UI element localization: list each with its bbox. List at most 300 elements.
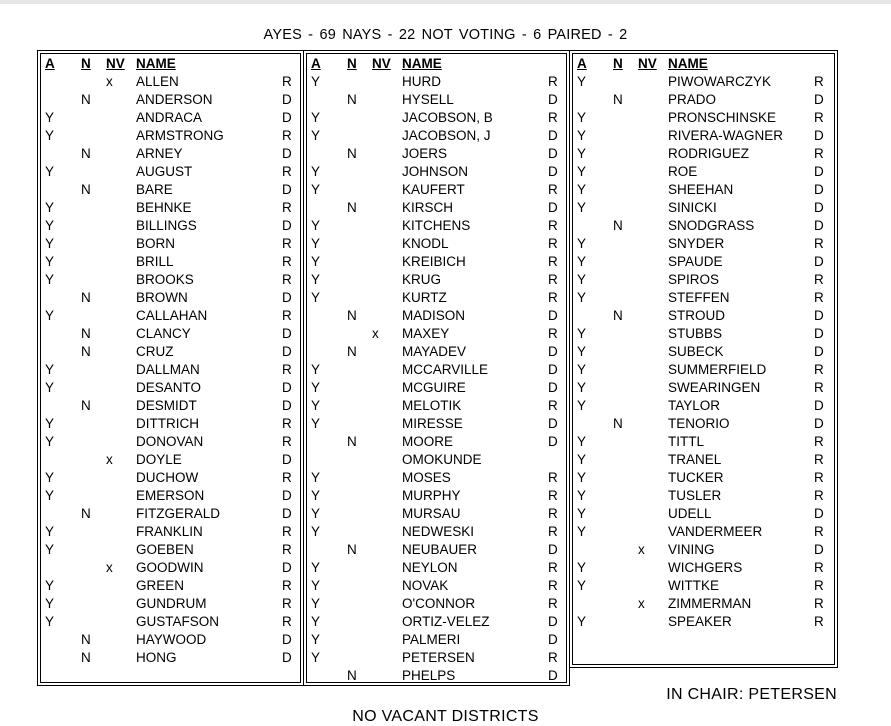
member-row (570, 343, 837, 361)
member-row (304, 217, 569, 235)
member-row (38, 343, 303, 361)
party-label: R (548, 272, 558, 287)
member-row (304, 469, 569, 487)
aye-mark: Y (311, 362, 321, 377)
roll-call-column-2 (303, 50, 570, 686)
member-name: ALLEN (136, 74, 179, 89)
aye-mark: Y (577, 164, 587, 179)
nay-mark: N (347, 308, 357, 323)
party-label: D (282, 146, 292, 161)
party-label: D (548, 200, 558, 215)
header-name: NAME (668, 56, 708, 71)
party-label: D (548, 434, 558, 449)
aye-mark: Y (311, 578, 321, 593)
member-row (570, 271, 837, 289)
party-label: D (282, 326, 292, 341)
member-name: CALLAHAN (136, 308, 208, 323)
header-n: N (613, 56, 623, 71)
member-name: BRILL (136, 254, 174, 269)
member-name: MURSAU (402, 506, 461, 521)
party-label: D (548, 146, 558, 161)
aye-mark: Y (45, 470, 55, 485)
member-row (38, 253, 303, 271)
party-label: D (548, 668, 558, 683)
aye-mark: Y (45, 488, 55, 503)
member-name: ARMSTRONG (136, 128, 224, 143)
party-label: R (282, 74, 292, 89)
party-label: D (548, 164, 558, 179)
party-label: R (814, 146, 824, 161)
in-chair-label: IN CHAIR: PETERSEN (666, 686, 837, 703)
vacant-districts-note: NO VACANT DISTRICTS (352, 708, 539, 725)
aye-mark: Y (311, 236, 321, 251)
nay-mark: N (347, 200, 357, 215)
member-name: SPIROS (668, 272, 720, 287)
member-name: WITTKE (668, 578, 719, 593)
member-name: PIWOWARCZYK (668, 74, 771, 89)
nay-mark: N (613, 218, 623, 233)
aye-mark: Y (311, 398, 321, 413)
member-name: NEUBAUER (402, 542, 478, 557)
member-row (570, 415, 837, 433)
member-row (570, 577, 837, 595)
member-name: MELOTIK (402, 398, 462, 413)
member-row (570, 163, 837, 181)
member-name: BEHNKE (136, 200, 192, 215)
header-a: A (45, 56, 55, 71)
party-label: R (282, 596, 292, 611)
aye-mark: Y (311, 488, 321, 503)
member-row (38, 613, 303, 631)
member-row (38, 631, 303, 649)
party-label: R (814, 290, 824, 305)
member-name: MAYADEV (402, 344, 467, 359)
aye-mark: Y (311, 470, 321, 485)
member-row (304, 343, 569, 361)
member-name: MURPHY (402, 488, 461, 503)
member-name: CLANCY (136, 326, 191, 341)
party-label: R (548, 74, 558, 89)
member-row (304, 667, 569, 685)
party-label: R (282, 164, 292, 179)
member-name: NEYLON (402, 560, 458, 575)
member-row (38, 505, 303, 523)
aye-mark: Y (45, 434, 55, 449)
member-name: PHELPS (402, 668, 456, 683)
aye-mark: Y (577, 398, 587, 413)
member-name: PALMERI (402, 632, 461, 647)
member-row (38, 163, 303, 181)
member-name: GUSTAFSON (136, 614, 220, 629)
member-row (304, 487, 569, 505)
member-name: DESMIDT (136, 398, 197, 413)
member-row (38, 325, 303, 343)
member-row (38, 361, 303, 379)
member-name: TITTL (668, 434, 704, 449)
member-name: SINICKI (668, 200, 717, 215)
party-label: R (282, 434, 292, 449)
aye-mark: Y (577, 236, 587, 251)
member-row (38, 271, 303, 289)
member-row (304, 163, 569, 181)
party-label: R (548, 578, 558, 593)
member-name: NEDWESKI (402, 524, 475, 539)
member-row (304, 325, 569, 343)
party-label: R (814, 236, 824, 251)
member-row (304, 577, 569, 595)
aye-mark: Y (45, 416, 55, 431)
party-label: D (282, 650, 292, 665)
member-name: FRANKLIN (136, 524, 203, 539)
member-row (304, 523, 569, 541)
member-name: ANDERSON (136, 92, 213, 107)
member-name: JACOBSON, J (402, 128, 491, 143)
party-label: R (282, 614, 292, 629)
nay-mark: N (81, 290, 91, 305)
party-label: D (814, 506, 824, 521)
aye-mark: Y (45, 218, 55, 233)
nay-mark: N (81, 506, 91, 521)
member-row (570, 253, 837, 271)
aye-mark: Y (45, 578, 55, 593)
party-label: R (814, 470, 824, 485)
party-label: R (282, 200, 292, 215)
roll-call-column-1 (37, 50, 304, 686)
member-row (304, 595, 569, 613)
member-row (570, 559, 837, 577)
party-label: R (548, 398, 558, 413)
member-row (38, 199, 303, 217)
member-row (38, 559, 303, 577)
member-name: GREEN (136, 578, 185, 593)
party-label: R (548, 182, 558, 197)
party-label: D (282, 398, 292, 413)
member-name: MADISON (402, 308, 466, 323)
member-row (570, 541, 837, 559)
party-label: R (814, 74, 824, 89)
aye-mark: Y (577, 452, 587, 467)
member-name: KREIBICH (402, 254, 466, 269)
member-row (570, 397, 837, 415)
aye-mark: Y (577, 182, 587, 197)
party-label: D (814, 128, 824, 143)
party-label: R (548, 290, 558, 305)
member-name: BORN (136, 236, 176, 251)
aye-mark: Y (311, 272, 321, 287)
member-name: HAYWOOD (136, 632, 207, 647)
party-label: D (814, 164, 824, 179)
member-name: GUNDRUM (136, 596, 207, 611)
party-label: R (282, 254, 292, 269)
member-name: SPAUDE (668, 254, 723, 269)
member-row (304, 379, 569, 397)
member-name: SUBECK (668, 344, 724, 359)
member-row (570, 595, 837, 613)
aye-mark: Y (311, 128, 321, 143)
member-row (38, 109, 303, 127)
member-row (570, 145, 837, 163)
member-name: TUSLER (668, 488, 722, 503)
member-row (304, 415, 569, 433)
party-label: D (814, 542, 824, 557)
member-name: EMERSON (136, 488, 205, 503)
aye-mark: Y (311, 416, 321, 431)
aye-mark: Y (577, 110, 587, 125)
party-label: R (814, 110, 824, 125)
member-row (38, 397, 303, 415)
member-row (38, 217, 303, 235)
member-row (38, 469, 303, 487)
member-name: CRUZ (136, 344, 174, 359)
party-label: D (814, 416, 824, 431)
member-name: DUCHOW (136, 470, 199, 485)
party-label: D (548, 416, 558, 431)
header-name: NAME (136, 56, 176, 71)
party-label: D (814, 218, 824, 233)
member-row (38, 235, 303, 253)
aye-mark: Y (577, 146, 587, 161)
aye-mark: Y (577, 74, 587, 89)
aye-mark: Y (577, 128, 587, 143)
member-name: MOSES (402, 470, 451, 485)
member-name: ARNEY (136, 146, 183, 161)
aye-mark: Y (45, 128, 55, 143)
member-name: UDELL (668, 506, 712, 521)
member-row (38, 577, 303, 595)
aye-mark: Y (577, 578, 587, 593)
member-name: VINING (668, 542, 715, 557)
aye-mark: Y (311, 614, 321, 629)
member-name: KURTZ (402, 290, 447, 305)
member-row (570, 613, 837, 631)
member-row (570, 181, 837, 199)
member-name: KIRSCH (402, 200, 454, 215)
member-row (570, 91, 837, 109)
aye-mark: Y (577, 470, 587, 485)
party-label: D (282, 290, 292, 305)
member-row (570, 109, 837, 127)
party-label: D (282, 218, 292, 233)
party-label: D (548, 632, 558, 647)
header-a: A (311, 56, 321, 71)
member-row (304, 307, 569, 325)
party-label: R (282, 470, 292, 485)
aye-mark: Y (45, 110, 55, 125)
column-header (38, 55, 303, 73)
aye-mark: Y (45, 380, 55, 395)
aye-mark: Y (577, 326, 587, 341)
party-label: R (282, 128, 292, 143)
party-label: R (282, 416, 292, 431)
party-label: R (814, 272, 824, 287)
member-row (304, 361, 569, 379)
aye-mark: Y (577, 290, 587, 305)
member-row (304, 235, 569, 253)
aye-mark: Y (45, 236, 55, 251)
member-row (304, 109, 569, 127)
party-label: D (548, 308, 558, 323)
member-row (304, 145, 569, 163)
party-label: R (814, 488, 824, 503)
party-label: R (814, 362, 824, 377)
member-name: HONG (136, 650, 177, 665)
party-label: R (814, 452, 824, 467)
member-name: DESANTO (136, 380, 202, 395)
member-name: SUMMERFIELD (668, 362, 767, 377)
aye-mark: Y (45, 164, 55, 179)
member-row (304, 181, 569, 199)
member-name: SNODGRASS (668, 218, 755, 233)
nay-mark: N (347, 668, 357, 683)
member-row (304, 91, 569, 109)
member-name: HYSELL (402, 92, 454, 107)
member-row (570, 325, 837, 343)
aye-mark: Y (311, 110, 321, 125)
member-name: FITZGERALD (136, 506, 221, 521)
member-row (304, 631, 569, 649)
member-row (38, 91, 303, 109)
party-label: D (814, 254, 824, 269)
aye-mark: Y (577, 560, 587, 575)
member-name: SNYDER (668, 236, 725, 251)
member-row (570, 523, 837, 541)
aye-mark: Y (577, 434, 587, 449)
party-label: D (548, 362, 558, 377)
aye-mark: Y (311, 506, 321, 521)
member-row (38, 73, 303, 91)
member-name: RIVERA-WAGNER (668, 128, 784, 143)
aye-mark: Y (577, 272, 587, 287)
party-label: R (548, 326, 558, 341)
party-label: R (548, 650, 558, 665)
member-name: RODRIGUEZ (668, 146, 749, 161)
party-label: R (548, 488, 558, 503)
member-name: SWEARINGEN (668, 380, 761, 395)
member-name: ZIMMERMAN (668, 596, 752, 611)
aye-mark: Y (311, 182, 321, 197)
member-row (304, 451, 569, 469)
member-row (570, 361, 837, 379)
nay-mark: N (347, 542, 357, 557)
member-name: TAYLOR (668, 398, 721, 413)
member-row (38, 145, 303, 163)
party-label: R (548, 524, 558, 539)
member-row (570, 451, 837, 469)
nay-mark: N (347, 344, 357, 359)
party-label: D (282, 344, 292, 359)
member-name: JOERS (402, 146, 448, 161)
member-row (570, 73, 837, 91)
member-name: TENORIO (668, 416, 730, 431)
header-n: N (81, 56, 91, 71)
aye-mark: Y (577, 380, 587, 395)
member-row (304, 271, 569, 289)
member-row (304, 397, 569, 415)
party-label: R (548, 236, 558, 251)
party-label: D (282, 560, 292, 575)
party-label: R (548, 596, 558, 611)
party-label: R (814, 434, 824, 449)
member-name: MCGUIRE (402, 380, 466, 395)
member-name: HURD (402, 74, 441, 89)
member-row (570, 505, 837, 523)
member-row (38, 415, 303, 433)
party-label: R (282, 308, 292, 323)
party-label: D (814, 92, 824, 107)
header-nv: NV (106, 56, 125, 71)
member-row (570, 379, 837, 397)
party-label: R (548, 506, 558, 521)
aye-mark: Y (311, 218, 321, 233)
member-name: MOORE (402, 434, 454, 449)
party-label: D (814, 398, 824, 413)
nay-mark: N (81, 344, 91, 359)
member-name: BROWN (136, 290, 188, 305)
party-label: R (282, 236, 292, 251)
aye-mark: Y (311, 164, 321, 179)
party-label: R (548, 254, 558, 269)
aye-mark: Y (311, 380, 321, 395)
aye-mark: Y (577, 254, 587, 269)
aye-mark: Y (311, 596, 321, 611)
member-name: BARE (136, 182, 173, 197)
aye-mark: Y (311, 254, 321, 269)
aye-mark: Y (577, 200, 587, 215)
member-row (570, 289, 837, 307)
party-label: D (814, 326, 824, 341)
member-row (38, 127, 303, 145)
member-row (570, 235, 837, 253)
member-name: MAXEY (402, 326, 450, 341)
member-name: PRADO (668, 92, 717, 107)
party-label: R (282, 542, 292, 557)
member-name: ORTIZ-VELEZ (402, 614, 490, 629)
member-name: STEFFEN (668, 290, 730, 305)
party-label: R (282, 272, 292, 287)
top-border (0, 0, 891, 4)
member-row (570, 217, 837, 235)
member-row (38, 595, 303, 613)
member-name: O'CONNOR (402, 596, 476, 611)
aye-mark: Y (45, 254, 55, 269)
nay-mark: N (347, 92, 357, 107)
party-label: D (282, 380, 292, 395)
member-name: JACOBSON, B (402, 110, 493, 125)
member-name: MCCARVILLE (402, 362, 489, 377)
member-name: TRANEL (668, 452, 722, 467)
member-name: PETERSEN (402, 650, 475, 665)
member-name: STUBBS (668, 326, 723, 341)
member-name: BROOKS (136, 272, 194, 287)
nay-mark: N (613, 416, 623, 431)
member-row (38, 307, 303, 325)
member-name: DONOVAN (136, 434, 204, 449)
member-row (304, 613, 569, 631)
party-label: R (814, 596, 824, 611)
party-label: D (282, 488, 292, 503)
party-label: R (814, 560, 824, 575)
member-name: KAUFERT (402, 182, 465, 197)
member-row (304, 289, 569, 307)
member-name: ROE (668, 164, 698, 179)
party-label: R (282, 578, 292, 593)
header-name: NAME (402, 56, 442, 71)
party-label: R (548, 470, 558, 485)
member-name: JOHNSON (402, 164, 469, 179)
aye-mark: Y (311, 74, 321, 89)
column-header (304, 55, 569, 73)
aye-mark: Y (45, 272, 55, 287)
